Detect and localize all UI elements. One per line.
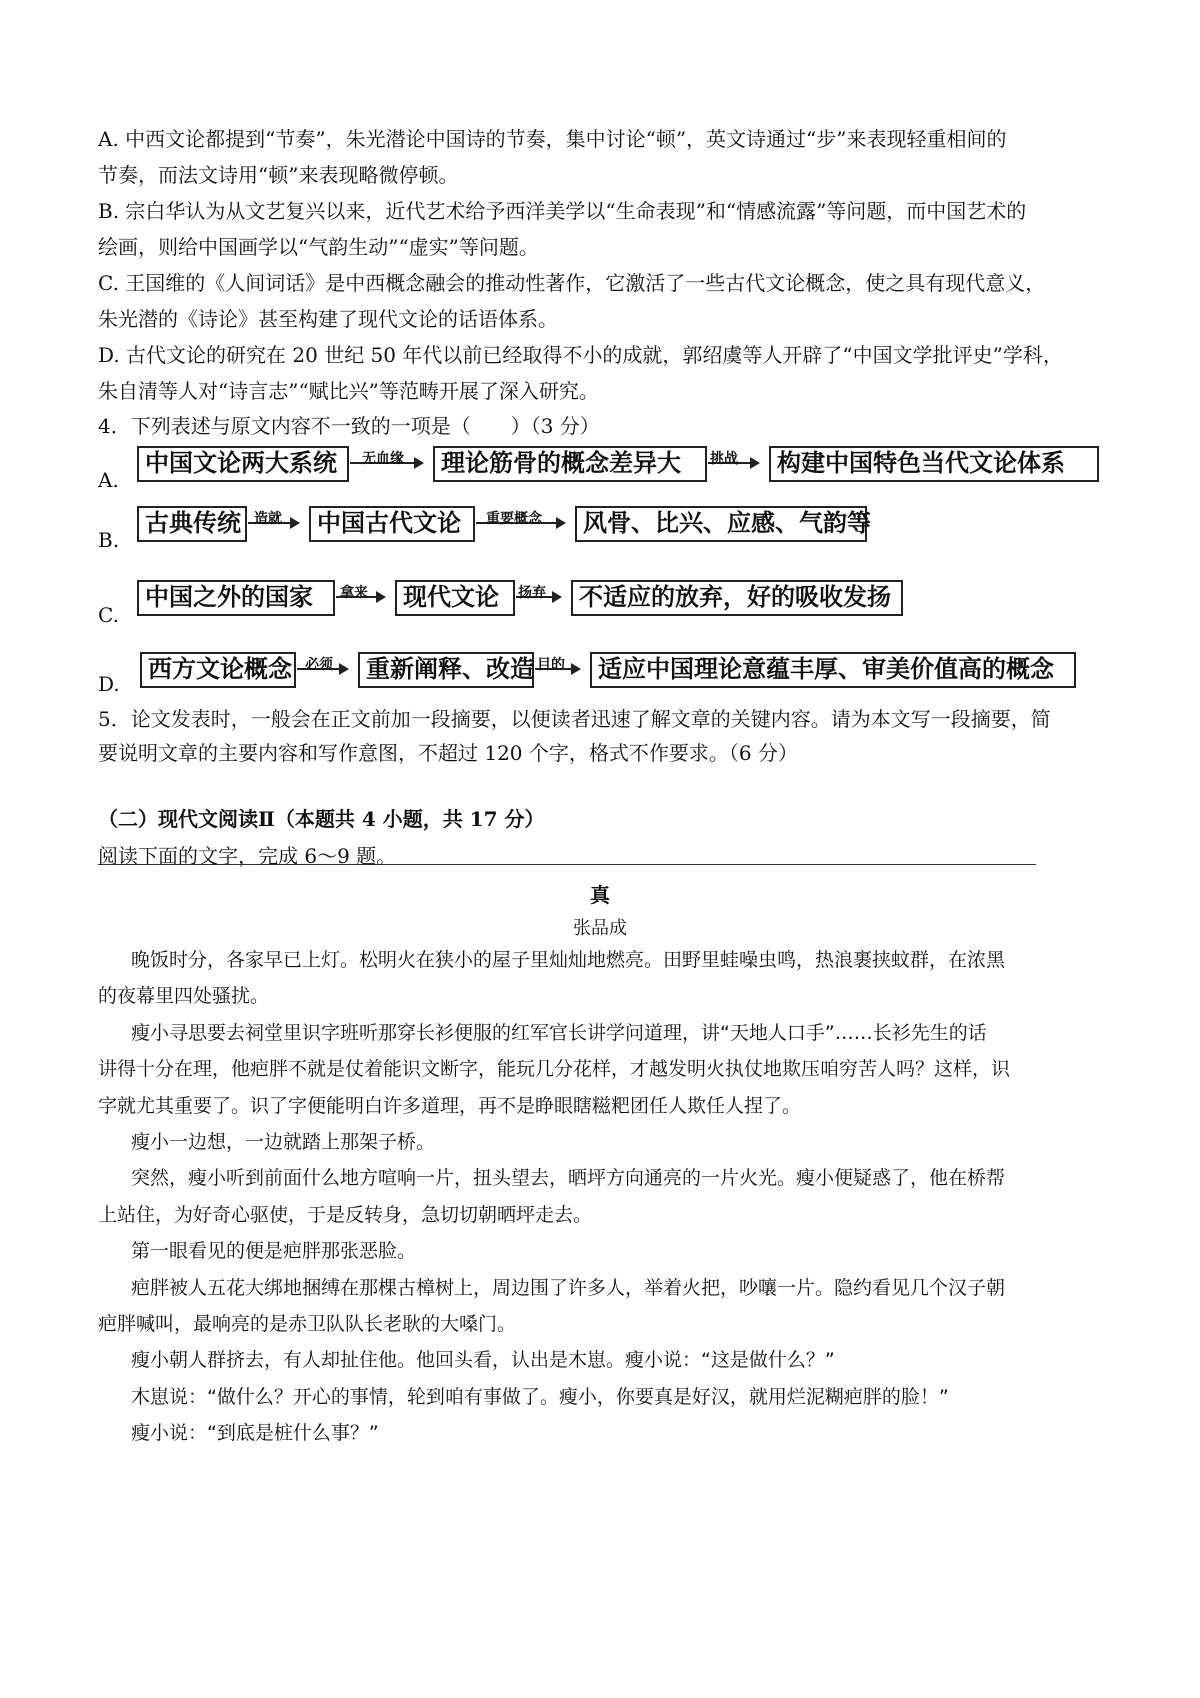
story-author: 张品成 <box>573 918 627 939</box>
story-line: 字就尤其重要了。识了字便能明白许多道理，再不是睁眼瞎糍粑团任人欺任人捏了。 <box>98 1095 802 1117</box>
story-line: 上站住，为好奇心驱使，于是反转身，急切切朝晒坪走去。 <box>98 1204 593 1226</box>
story-line: 木崽说：“做什么？开心的事情，轮到咱有事做了。瘦小，你要真是好汉，就用烂泥糊疤胖的脸！” <box>131 1386 949 1408</box>
story-line: 的夜幕里四处骚扰。 <box>98 985 270 1007</box>
flow-arrow <box>516 585 560 601</box>
story-line: 瘦小朝人群挤去，有人却扯住他。他回头看，认出是木崽。瘦小说：“这是做什么？” <box>131 1349 835 1371</box>
q4-option-b-label: B. <box>98 528 120 552</box>
q3-option-b-line1: B. 宗白华认为从文艺复兴以来，近代艺术给予西洋美学以“生命表现”和“情感流露”等问题，而中国艺术的 <box>98 199 1027 223</box>
flow-box: 现代文论 <box>395 580 515 616</box>
flow-arrow-label: 必须 <box>305 657 333 673</box>
q3-option-d-line1: D. 古代文论的研究在 20 世纪 50 年代以前已经取得不小的成就，郭绍虞等人开辟了“中国文学批评史”学科， <box>98 343 1063 367</box>
flow-arrow <box>476 511 564 527</box>
flow-box: 重新阐释、改造 <box>358 652 534 688</box>
flow-arrow <box>708 451 758 467</box>
story-line: 瘦小说：“到底是桩什么事？” <box>131 1422 379 1444</box>
story-line: 疤胖被人五花大绑地捆缚在那棵古樟树上，周边围了许多人，举着火把，吵嚷一片。隐约看见几个汉子朝 <box>131 1277 1006 1299</box>
story-title: 真 <box>590 883 610 907</box>
flow-box: 中国文论两大系统 <box>137 446 349 482</box>
flow-box: 西方文论概念 <box>140 652 296 688</box>
flow-arrow <box>535 657 579 673</box>
q4-option-a-label: A. <box>98 468 119 492</box>
flow-box: 中国之外的国家 <box>137 580 335 616</box>
flow-box: 风骨、比兴、应感、气韵等 <box>575 506 867 542</box>
flow-box: 构建中国特色当代文论体系 <box>769 446 1099 482</box>
story-line: 瘦小寻思要去祠堂里识字班听那穿长衫便服的红军官长讲学问道理，讲“天地人口手”……长衫先生的话 <box>131 1022 987 1044</box>
flow-box: 适应中国理论意蕴丰厚、审美价值高的概念 <box>590 652 1076 688</box>
q5-line1: 5．论文发表时，一般会在正文前加一段摘要，以便读者迅速了解文章的关键内容。请为本文写一段摘要，简 <box>98 707 1051 731</box>
story-line: 讲得十分在理，他疤胖不就是仗着能识文断字，能玩几分花样，才越发明火执仗地欺压咱穷苦人吗？这样，识 <box>98 1058 1011 1080</box>
flow-box: 不适应的放弃，好的吸收发扬 <box>571 580 903 616</box>
flow-box: 中国古代文论 <box>309 506 475 542</box>
flow-arrow <box>336 585 384 601</box>
q4-option-d-label: D. <box>98 672 120 696</box>
story-line: 瘦小一边想，一边就踏上那架子桥。 <box>131 1131 436 1153</box>
flow-box: 理论筋骨的概念差异大 <box>433 446 707 482</box>
flow-arrow <box>297 657 347 673</box>
flow-arrow-label: 无血缘 <box>362 451 404 467</box>
flow-arrow <box>248 511 298 527</box>
flow-arrow-label: 扬弃 <box>518 585 546 601</box>
flow-arrow-label: 挑战 <box>710 451 738 467</box>
story-line: 疤胖喊叫，最响亮的是赤卫队队长老耿的大嗓门。 <box>98 1313 517 1335</box>
section-heading: （二）现代文阅读Ⅱ（本题共 4 小题，共 17 分） <box>98 807 545 831</box>
flow-arrow <box>350 451 422 467</box>
q3-option-b-line2: 绘画，则给中国画学以“气韵生动”“虚实”等问题。 <box>98 235 539 259</box>
q3-option-c-line1: C. 王国维的《人间词话》是中西概念融会的推动性著作，它激活了一些古代文论概念，使之具有现代意义， <box>98 271 1046 295</box>
flow-arrow-label: 目的 <box>537 657 565 673</box>
q3-option-a-line2: 节奏，而法文诗用“顿”来表现略微停顿。 <box>98 163 459 187</box>
section-instruction: 阅读下面的文字，完成 6～9 题。 <box>98 844 397 868</box>
q3-option-c-line2: 朱光潜的《诗论》甚至构建了现代文论的话语体系。 <box>98 307 558 331</box>
story-line: 突然，瘦小听到前面什么地方喧响一片，扭头望去，晒坪方向通亮的一片火光。瘦小便疑惑了，他在桥帮 <box>131 1167 1006 1189</box>
story-line: 第一眼看见的便是疤胖那张恶脸。 <box>131 1240 417 1262</box>
flow-arrow-label: 重要概念 <box>486 511 542 527</box>
q3-option-a-line1: A. 中西文论都提到“节奏”，朱光潜论中国诗的节奏，集中讨论“顿”，英文诗通过“步”来表现轻重相间的 <box>98 127 1007 151</box>
q4-option-c-label: C. <box>98 603 119 627</box>
q5-line2: 要说明文章的主要内容和写作意图，不超过 120 个字，格式不作要求。（6 分） <box>98 741 798 765</box>
flow-arrow-label: 造就 <box>254 511 282 527</box>
q4-stem: 4．下列表述与原文内容不一致的一项是（ ）（3 分） <box>98 414 600 438</box>
q3-option-d-line2: 朱自清等人对“诗言志”“赋比兴”等范畴开展了深入研究。 <box>98 379 599 403</box>
flow-box: 古典传统 <box>137 506 247 542</box>
story-line: 晚饭时分，各家早已上灯。松明火在狭小的屋子里灿灿地燃亮。田野里蛙噪虫鸣，热浪裹挟蚊群，在浓黑 <box>131 949 1006 971</box>
flow-arrow-label: 拿来 <box>340 585 368 601</box>
